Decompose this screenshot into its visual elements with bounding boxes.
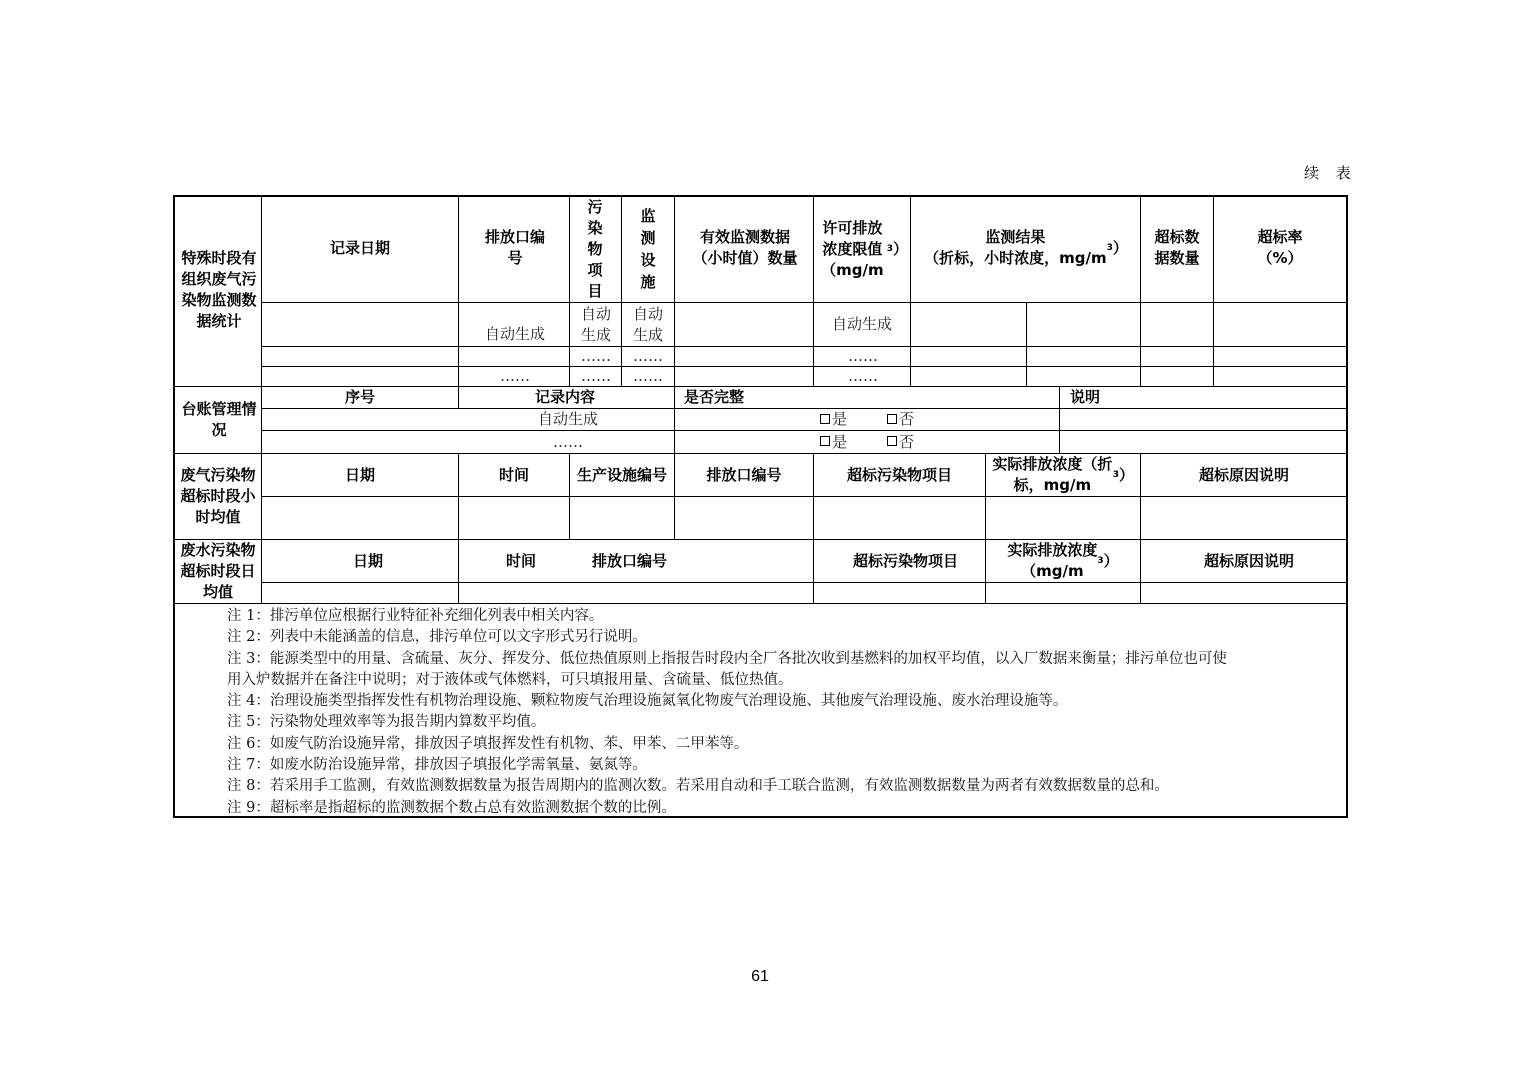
gas-header-outlet: 排放口编号 (706, 465, 782, 484)
note-item: 注 5：污染物处理效率等为报告期内算数平均值。 (227, 714, 546, 731)
cell-ellipsis: …… (500, 367, 530, 385)
header-monitoring-result: 监测结果 （折标，小时浓度，mg/m 3 ） (924, 228, 1128, 267)
header-pollutant: 污染物项目 (587, 197, 603, 300)
note-item: 注 7：如废水防治设施异常，排放因子填报化学需氧量、氨氮等。 (227, 757, 647, 774)
header-exceed-count: 超标数据数量 (1154, 228, 1200, 267)
checkbox-no[interactable] (887, 414, 897, 424)
continuation-label: 续 表 (1304, 164, 1357, 182)
cell-ellipsis: …… (633, 367, 663, 385)
ledger-section-title: 台账管理情况 (181, 400, 257, 439)
page-number: 61 (751, 968, 769, 985)
cell-auto-pollutant: 自动 生成 (580, 304, 611, 344)
cell-ellipsis: …… (848, 347, 878, 365)
water-header-pollutant: 超标污染物项目 (852, 551, 958, 570)
header-outlet-no: 排放口编号 (484, 228, 545, 267)
checkbox-yes[interactable] (820, 414, 830, 424)
gas-header-time: 时间 (498, 465, 529, 484)
header-monitoring-facility: 监测设施 (640, 207, 656, 291)
note-item: 注 3：能源类型中的用量、含硫量、灰分、挥发分、低位热值原则上指报告时段内全厂各批次收到基燃料的加权平均值，以入厂数据来衡量；排污单位也可使 (227, 650, 1227, 667)
gas-exceed-section-title: 废气污染物超标时段小时均值 (180, 466, 256, 526)
note-item: 注 8：若采用手工监测，有效监测数据数量为报告周期内的监测次数。若采用自动和手工联合监测，有效监测数据数量为两者有效数据数量的总和。 (227, 778, 1169, 795)
cell-auto-outlet: 自动生成 (484, 324, 545, 343)
cell-ellipsis: …… (581, 367, 611, 385)
checkbox-yes[interactable] (820, 436, 830, 446)
water-header-outlet: 排放口编号 (592, 551, 668, 570)
table-notes (227, 606, 1342, 819)
note-item: 注 9：超标率是指超标的监测数据个数占总有效监测数据个数的比例。 (227, 799, 676, 816)
checkbox-no[interactable] (887, 436, 897, 446)
cell-ellipsis: …… (848, 367, 878, 385)
ledger-ellipsis: …… (553, 432, 583, 451)
gas-header-pollutant: 超标污染物项目 (846, 465, 952, 484)
note-item: 注 2：列表中未能涵盖的信息，排污单位可以文字形式另行说明。 (227, 629, 647, 646)
gas-header-facility-no: 生产设施编号 (576, 465, 667, 484)
ledger-header-seq: 序号 (344, 388, 375, 406)
ledger-auto: 自动生成 (537, 410, 598, 428)
note-item: 注 4：治理设施类型指挥发性有机物治理设施、颗粒物废气治理设施氮氧化物废气治理设施、其他废气治理设施、废水治理设施等。 (227, 693, 1068, 710)
ledger-header-note: 说明 (1070, 388, 1101, 406)
note-item: 用入炉数据并在备注中说明；对于液体或气体燃料，可只填报用量、含硫量、低位热值。 (227, 671, 793, 688)
water-exceed-section-title: 废水污染物超标时段日均值 (180, 541, 256, 601)
gas-header-date: 日期 (344, 465, 375, 484)
water-header-date: 日期 (352, 551, 383, 570)
water-header-actual: 实际排放浓度 （mg/m 3 ） (1007, 541, 1119, 580)
ledger-header-complete: 是否完整 (684, 388, 745, 406)
water-header-time: 时间 (505, 551, 536, 570)
header-valid-count: 有效监测数据（小时值）数量 (692, 228, 798, 267)
cell-auto-facility: 自动 生成 (632, 304, 663, 344)
cell-ellipsis: …… (581, 347, 611, 365)
header-permit-limit: 许可排放浓度限值（mg/m 3 ） (821, 218, 908, 279)
cell-auto-limit: 自动生成 (831, 314, 892, 333)
header-exceed-rate: 超标率（%） (1257, 228, 1303, 267)
special-section-title: 特殊时段有组织废气污染物监测数据统计 (181, 249, 257, 330)
ledger-header-content: 记录内容 (534, 388, 595, 406)
note-item: 注 1：排污单位应根据行业特征补充细化列表中相关内容。 (227, 608, 604, 624)
ledger-complete-options: 是 否 (820, 431, 940, 453)
gas-header-reason: 超标原因说明 (1198, 465, 1289, 484)
cell-ellipsis: …… (633, 347, 663, 365)
ledger-complete-options: 是 否 (820, 409, 940, 430)
gas-header-actual: 实际排放浓度（折标，mg/m 3 ） (992, 455, 1134, 494)
water-header-reason: 超标原因说明 (1203, 551, 1294, 570)
note-item: 注 6：如废气防治设施异常，排放因子填报挥发性有机物、苯、甲苯、二甲苯等。 (227, 735, 749, 752)
header-record-date: 记录日期 (329, 238, 390, 257)
